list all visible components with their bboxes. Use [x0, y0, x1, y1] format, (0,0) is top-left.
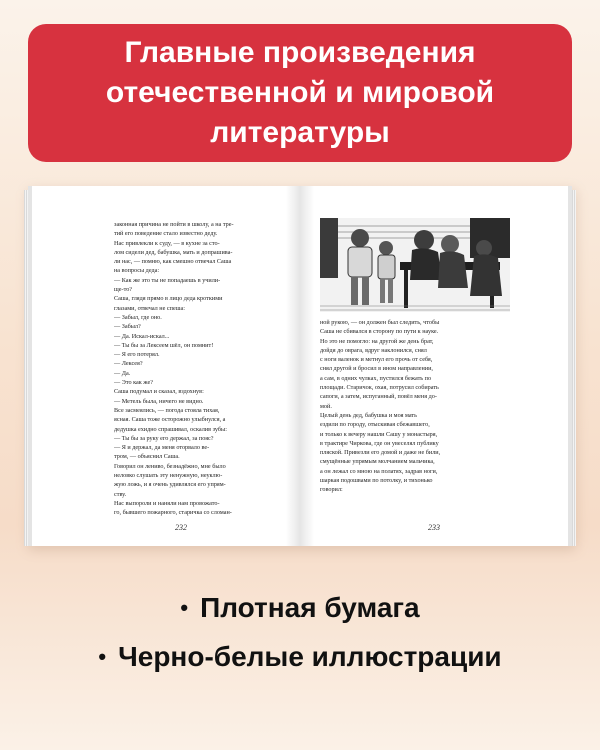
banner-line-3: литературы: [210, 116, 390, 149]
text-line: — Я и держал, да меня оторвало ве-: [114, 444, 210, 452]
text-line: ству.: [114, 490, 127, 498]
text-line: Саша подумал и сказал, вздохнув:: [114, 388, 204, 396]
text-line: на вопросы деда:: [114, 267, 160, 275]
feature-item: [0, 639, 600, 675]
page-number-left: 232: [175, 523, 187, 532]
right-page: [300, 186, 572, 546]
text-line: неловко слушать эту ненужную, неуклю-: [114, 472, 223, 480]
left-page: [28, 186, 300, 546]
text-line: тром, — объяснил Саша.: [114, 453, 180, 461]
text-line: — Да.: [114, 369, 131, 377]
open-book: [24, 186, 576, 548]
text-line: говорил:: [320, 486, 343, 494]
text-line: и только к вечеру нашли Сашу у монастыря,: [320, 430, 438, 438]
text-line: — Забыл?: [114, 323, 141, 331]
feature-text: Черно-белые иллюстрации: [118, 641, 502, 672]
text-line: ясная. Саша тоже осторожно улыбнулся, а: [114, 416, 226, 424]
text-line: — Метель была, ничего не видно.: [114, 397, 204, 405]
text-line: — Ты бы за руку его держал, за пояс?: [114, 434, 214, 442]
text-line: в трактире Чиркова, где он увеселял публику: [320, 439, 439, 447]
text-line: мой.: [320, 402, 332, 410]
text-line: — Да. Искал-искал...: [114, 332, 170, 340]
text-line: шаркая подошвами по потолку, и тихонько: [320, 477, 433, 485]
text-line: Все засмеялись, — погода стояла тихая,: [114, 406, 220, 414]
text-line: Целый день дед, бабушка и моя мать: [320, 411, 417, 419]
text-line: — Ты бы за Лексеем шёл, он помнит!: [114, 341, 214, 349]
feature-list: [0, 590, 600, 675]
bullet-icon: •: [180, 595, 189, 620]
text-line: ще-то?: [114, 286, 133, 294]
text-line: смущённые упрямым молчанием мальчика,: [320, 458, 435, 466]
text-line: а он лежал со мною на полатях, задрав ноги,: [320, 467, 438, 475]
text-line: сапоги, а затем, испуганный, повёл меня до-: [320, 393, 437, 401]
text-line: — Лексея?: [114, 360, 143, 368]
text-line: — Я его потерял.: [114, 351, 160, 359]
text-line: жую ложь, и я очень удивлялся его упрям-: [114, 481, 226, 489]
text-line: ли нас, — помню, как смешно отвечал Саша: [114, 258, 232, 266]
text-line: тий его поведение стало известно деду.: [114, 230, 218, 238]
text-line: — Как же это ты не попадаешь в учили-: [114, 276, 221, 284]
text-line: — Забыл, где оно.: [114, 313, 162, 321]
feature-item: [0, 590, 600, 626]
text-line: с ноги валенок и метнул его прочь от себя,: [320, 356, 433, 364]
text-line: го, бывшего пожарного, старичка со сломан-: [114, 509, 232, 517]
feature-text: Плотная бумага: [200, 592, 420, 623]
text-line: пляской. Привезли его домой и даже не били,: [320, 449, 441, 457]
bullet-icon: •: [98, 644, 107, 669]
text-line: дедушка ехидно спрашивал, оскалив зубы:: [114, 425, 227, 433]
text-line: площади. Старичок, охая, потрусил собирать: [320, 384, 439, 392]
text-line: законная причина не пойти в школу, а на тре-: [114, 221, 234, 228]
text-line: Саша, глядя прямо в лицо деда кроткими: [114, 295, 223, 303]
text-line: лом сидели дед, бабушка, мать и допрашива-: [114, 248, 233, 256]
text-line: Нас выпороли и наняли нам провожато-: [114, 499, 220, 507]
left-page-text: [114, 220, 278, 518]
page-number-right: 233: [428, 523, 440, 532]
book-illustration: [320, 218, 510, 312]
text-line: Но это не помогло: на другой же день брат,: [320, 337, 434, 345]
text-line: — Это как же?: [114, 379, 153, 387]
text-line: Говорил он лениво, безнадёжно, мне было: [114, 462, 226, 470]
text-line: глазами, отвечал не спеша:: [114, 304, 185, 312]
right-page-text: [320, 318, 538, 495]
text-line: ездили по городу, отыскивая сбежавшего,: [320, 421, 430, 429]
text-line: Саша не сбивался в сторону по пути к науке.: [320, 328, 439, 336]
title-banner: [28, 24, 572, 162]
banner-line-1: Главные произведения: [124, 36, 476, 69]
text-line: снял другой и бросил в ином направлении,: [320, 365, 433, 373]
banner-line-2: отечественной и мировой: [105, 76, 495, 109]
text-line: дойдя до оврага, вдруг наклонился, снял: [320, 346, 427, 354]
text-line: а сам, в одних чулках, пустился бежать по: [320, 374, 432, 382]
text-line: Нас привлекли к суду, — в кухне за сто-: [114, 239, 220, 247]
text-line: ной рукою, — он должен был следить, чтобы: [320, 319, 440, 326]
